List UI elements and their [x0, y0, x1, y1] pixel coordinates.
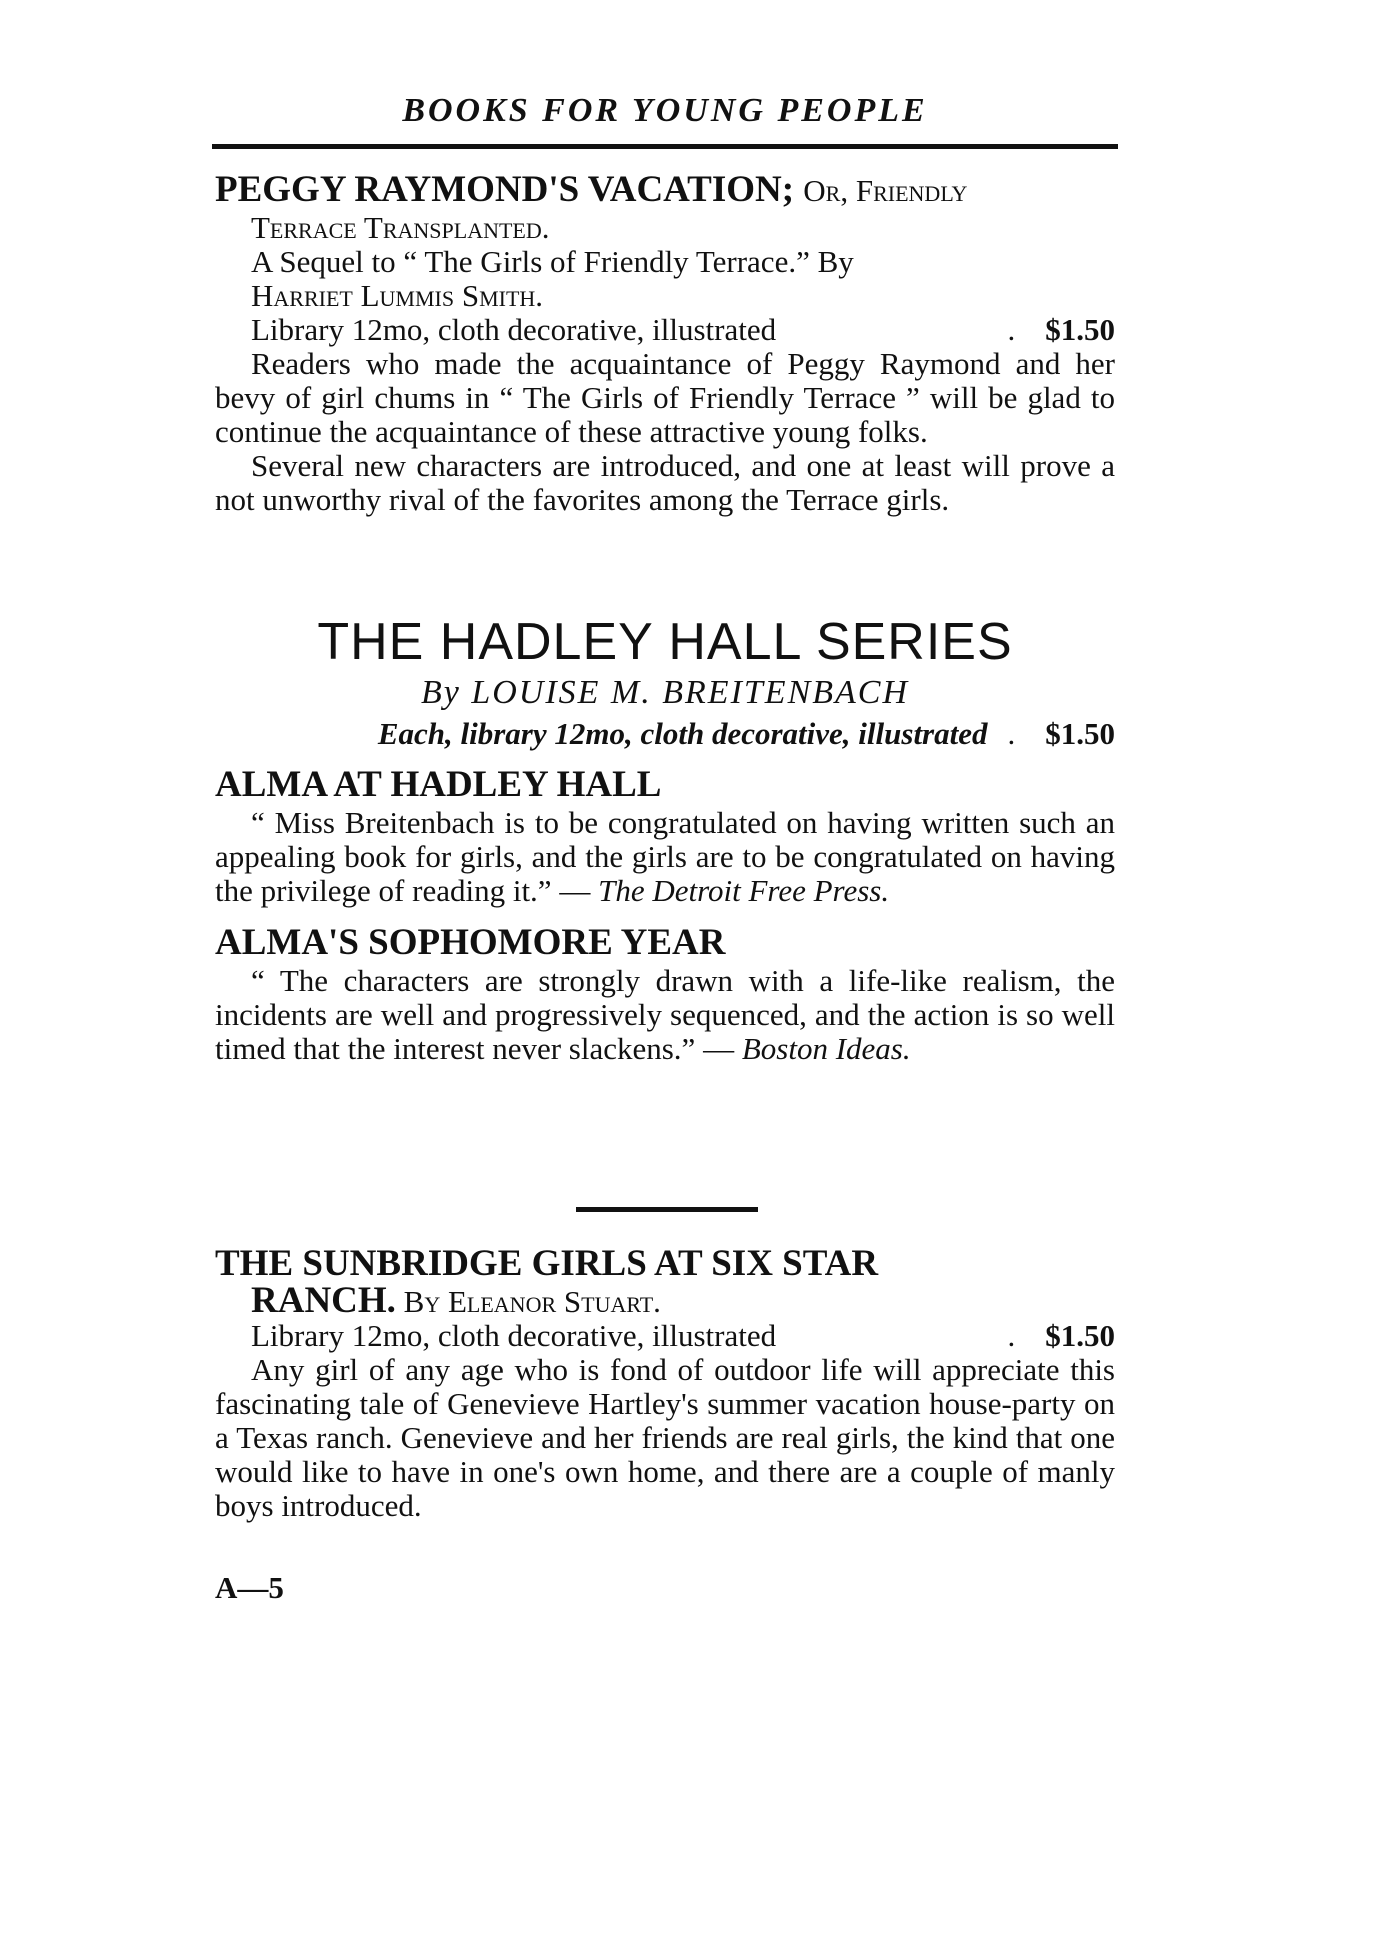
hadley-series-title: THE HADLEY HALL SERIES [317, 613, 1013, 671]
alma-hadley-title: ALMA AT HADLEY HALL [215, 764, 662, 805]
alma-hadley-quote: “ Miss Breitenbach is to be congratulated on having written such an appealing book for girls, and the girls are to be congratulated on having the privilege of reading it.” — [215, 805, 1115, 908]
peggy-subtitle-1: Or, Friendly [803, 173, 968, 208]
hadley-series [215, 612, 1115, 1066]
hadley-price: $1.50 [1045, 716, 1115, 751]
sunbridge-title-line-1: THE SUNBRIDGE GIRLS AT SIX STAR [215, 1243, 879, 1284]
alma-sophomore-review [215, 964, 1115, 1066]
sunbridge-title-line-2 [215, 1280, 1115, 1321]
peggy-author-line [215, 279, 1115, 313]
alma-hadley-review [215, 806, 1115, 908]
section-divider [576, 1207, 758, 1212]
peggy-price-line [215, 313, 1115, 347]
running-head: BOOKS FOR YOUNG PEOPLE [402, 92, 928, 129]
peggy-subtitle-2-line [215, 211, 1115, 245]
sunbridge-dot: . [1007, 1318, 1016, 1353]
sunbridge-para: Any girl of any age who is fond of outdoor life will appreciate this fascinating tale of Genevieve Hartley's summer vacation house-party on a Texas ranch. Genevieve and her friends are real girls, the kind that one would like to have in one's own home, and there are a couple of manly boys introduced. [215, 1352, 1115, 1523]
sunbridge-price-line [215, 1319, 1115, 1353]
peggy-title: PEGGY RAYMOND'S VACATION; [215, 169, 795, 210]
peggy-para-2: Several new characters are introduced, and one at least will prove a not unworthy rival of the favorites among the Terrace girls. [215, 448, 1115, 517]
peggy-sequel: A Sequel to “ The Girls of Friendly Terrace.” By [251, 244, 854, 279]
peggy-title-line [215, 170, 1115, 211]
hadley-series-author: By LOUISE M. BREITENBACH [420, 674, 910, 711]
peggy-dot: . [1007, 312, 1016, 347]
sunbridge-entry [215, 1244, 1115, 1523]
peggy-binding: Library 12mo, cloth decorative, illustrated [251, 312, 777, 347]
signature-mark: A—5 [215, 1570, 284, 1605]
peggy-author: Harriet Lummis Smith. [251, 278, 544, 313]
sunbridge-title-ranch: RANCH. [251, 1280, 396, 1321]
peggy-para-1: Readers who made the acquaintance of Peggy Raymond and her bevy of girl chums in “ The Girls of Friendly Terrace ” will be glad to continue the acquaintance of these attractive young folks. [215, 346, 1115, 449]
alma-sophomore-source: Boston Ideas. [741, 1031, 911, 1066]
sunbridge-author: By Eleanor Stuart. [403, 1284, 661, 1319]
sunbridge-price: $1.50 [1045, 1318, 1115, 1353]
peggy-entry [215, 170, 1115, 517]
sunbridge-binding: Library 12mo, cloth decorative, illustrated [251, 1318, 777, 1353]
hadley-price-line [215, 714, 1115, 754]
peggy-price: $1.50 [1045, 312, 1115, 347]
alma-hadley-source: The Detroit Free Press. [598, 873, 890, 908]
hadley-dot: . [1007, 716, 1016, 751]
alma-sophomore-title: ALMA'S SOPHOMORE YEAR [215, 922, 726, 963]
header-rule [212, 144, 1118, 149]
alma-sophomore-quote: “ The characters are strongly drawn with a life-like realism, the incidents are well and progressively sequenced, and the action is so well timed that the interest never slackens.” — [215, 963, 1115, 1066]
hadley-binding: Each, library 12mo, cloth decorative, illustrated [377, 716, 988, 751]
peggy-subtitle-2: Terrace Transplanted. [251, 210, 550, 245]
